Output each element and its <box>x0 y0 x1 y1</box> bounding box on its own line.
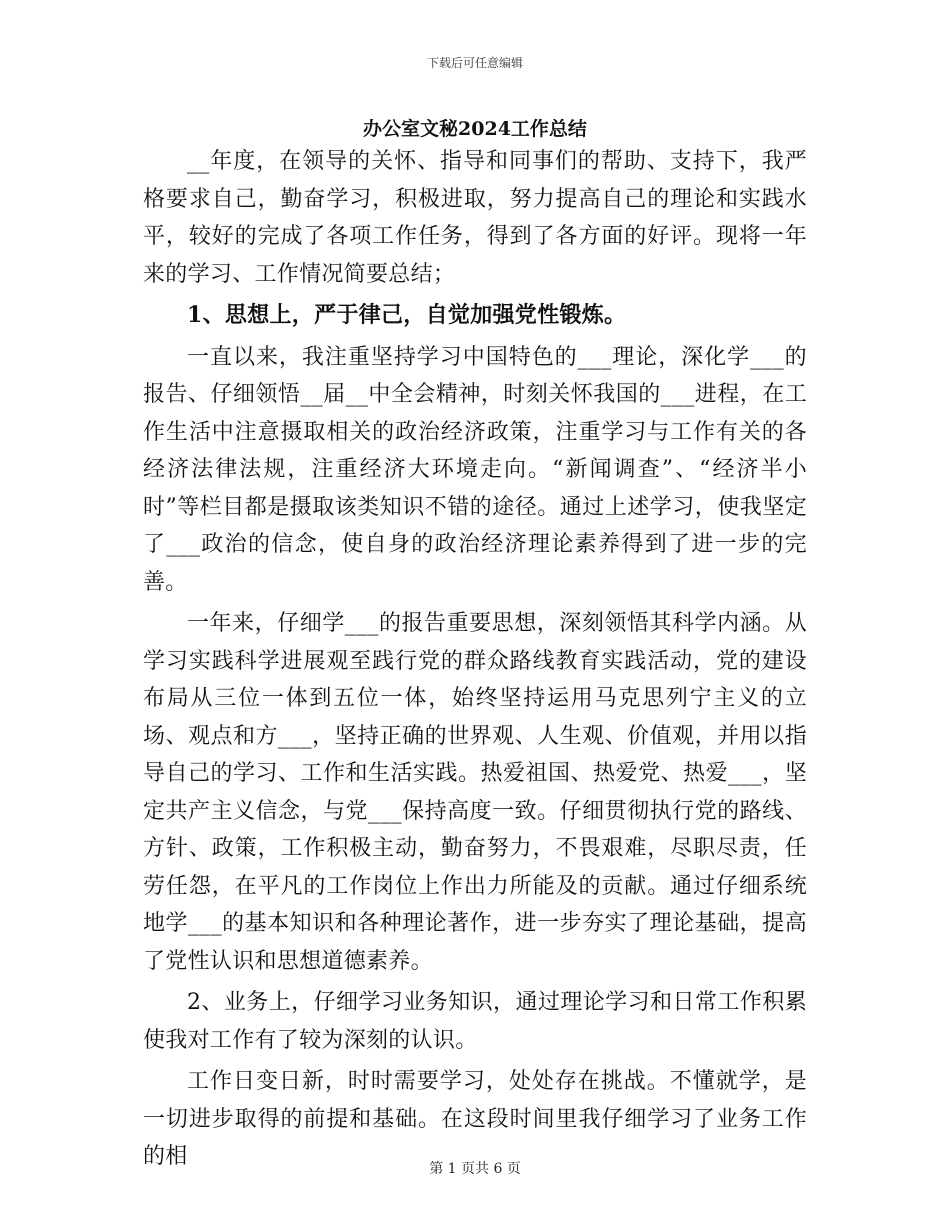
paragraph-business-study: 工作日变日新，时时需要学习，处处存在挑战。不懂就学，是一切进步取得的前提和基础。在这段时间里我仔细学习了业务工作的相 <box>143 1069 807 1169</box>
document-title: 办公室文秘2024工作总结 <box>363 118 587 140</box>
paragraph-intro: __年度，在领导的关怀、指导和同事们的帮助、支持下，我严格要求自己，勤奋学习，积极进取，努力提高自己的理论和实践水平，较好的完成了各项工作任务，得到了各方面的好评。现将一年来的学习、工作情况简要总结； <box>143 149 807 287</box>
section-heading-business: 2、业务上，仔细学习业务知识，通过理论学习和日常工作积累使我对工作有了较为深刻的认识。 <box>143 990 807 1053</box>
document-body <box>143 143 807 1180</box>
paragraph-ideology-practice: 一年来，仔细学___的报告重要思想，深刻领悟其科学内涵。从学习实践科学进展观至践行党的群众路线教育实践活动，党的建设布局从三位一体到五位一体，始终坚持运用马克思列宁主义的立场、观点和方___，坚持正确的世界观、人生观、价值观，并用以指导自己的学习、工作和生活实践。热爱祖国、热爱党、热爱___，坚定共产主义信念，与党___保持高度一致。仔细贯彻执行党的路线、方针、政策，工作积极主动，勤奋努力，不畏艰难，尽职尽责，任劳任怨，在平凡的工作岗位上作出力所能及的贡献。通过仔细系统地学___的基本知识和各种理论著作，进一步夯实了理论基础，提高了党性认识和思想道德素养。 <box>143 611 807 974</box>
section-heading-ideology: 1、思想上，严于律己，自觉加强党性锻炼。 <box>187 302 627 328</box>
header-note: 下载后可任意编辑 <box>426 56 523 70</box>
page-number: 第 1 页共 6 页 <box>429 1161 521 1177</box>
paragraph-ideology-study: 一直以来，我注重坚持学习中国特色的___理论，深化学___的报告、仔细领悟__届__中全会精神，时刻关怀我国的___进程，在工作生活中注意摄取相关的政治经济政策，注重学习与工作有关的各经济法律法规，注重经济大环境走向。“新闻调查”、“经济半小时”等栏目都是摄取该类知识不错的途径。通过上述学习，使我坚定了___政治的信念，使自身的政治经济理论素养得到了进一步的完善。 <box>143 344 807 595</box>
